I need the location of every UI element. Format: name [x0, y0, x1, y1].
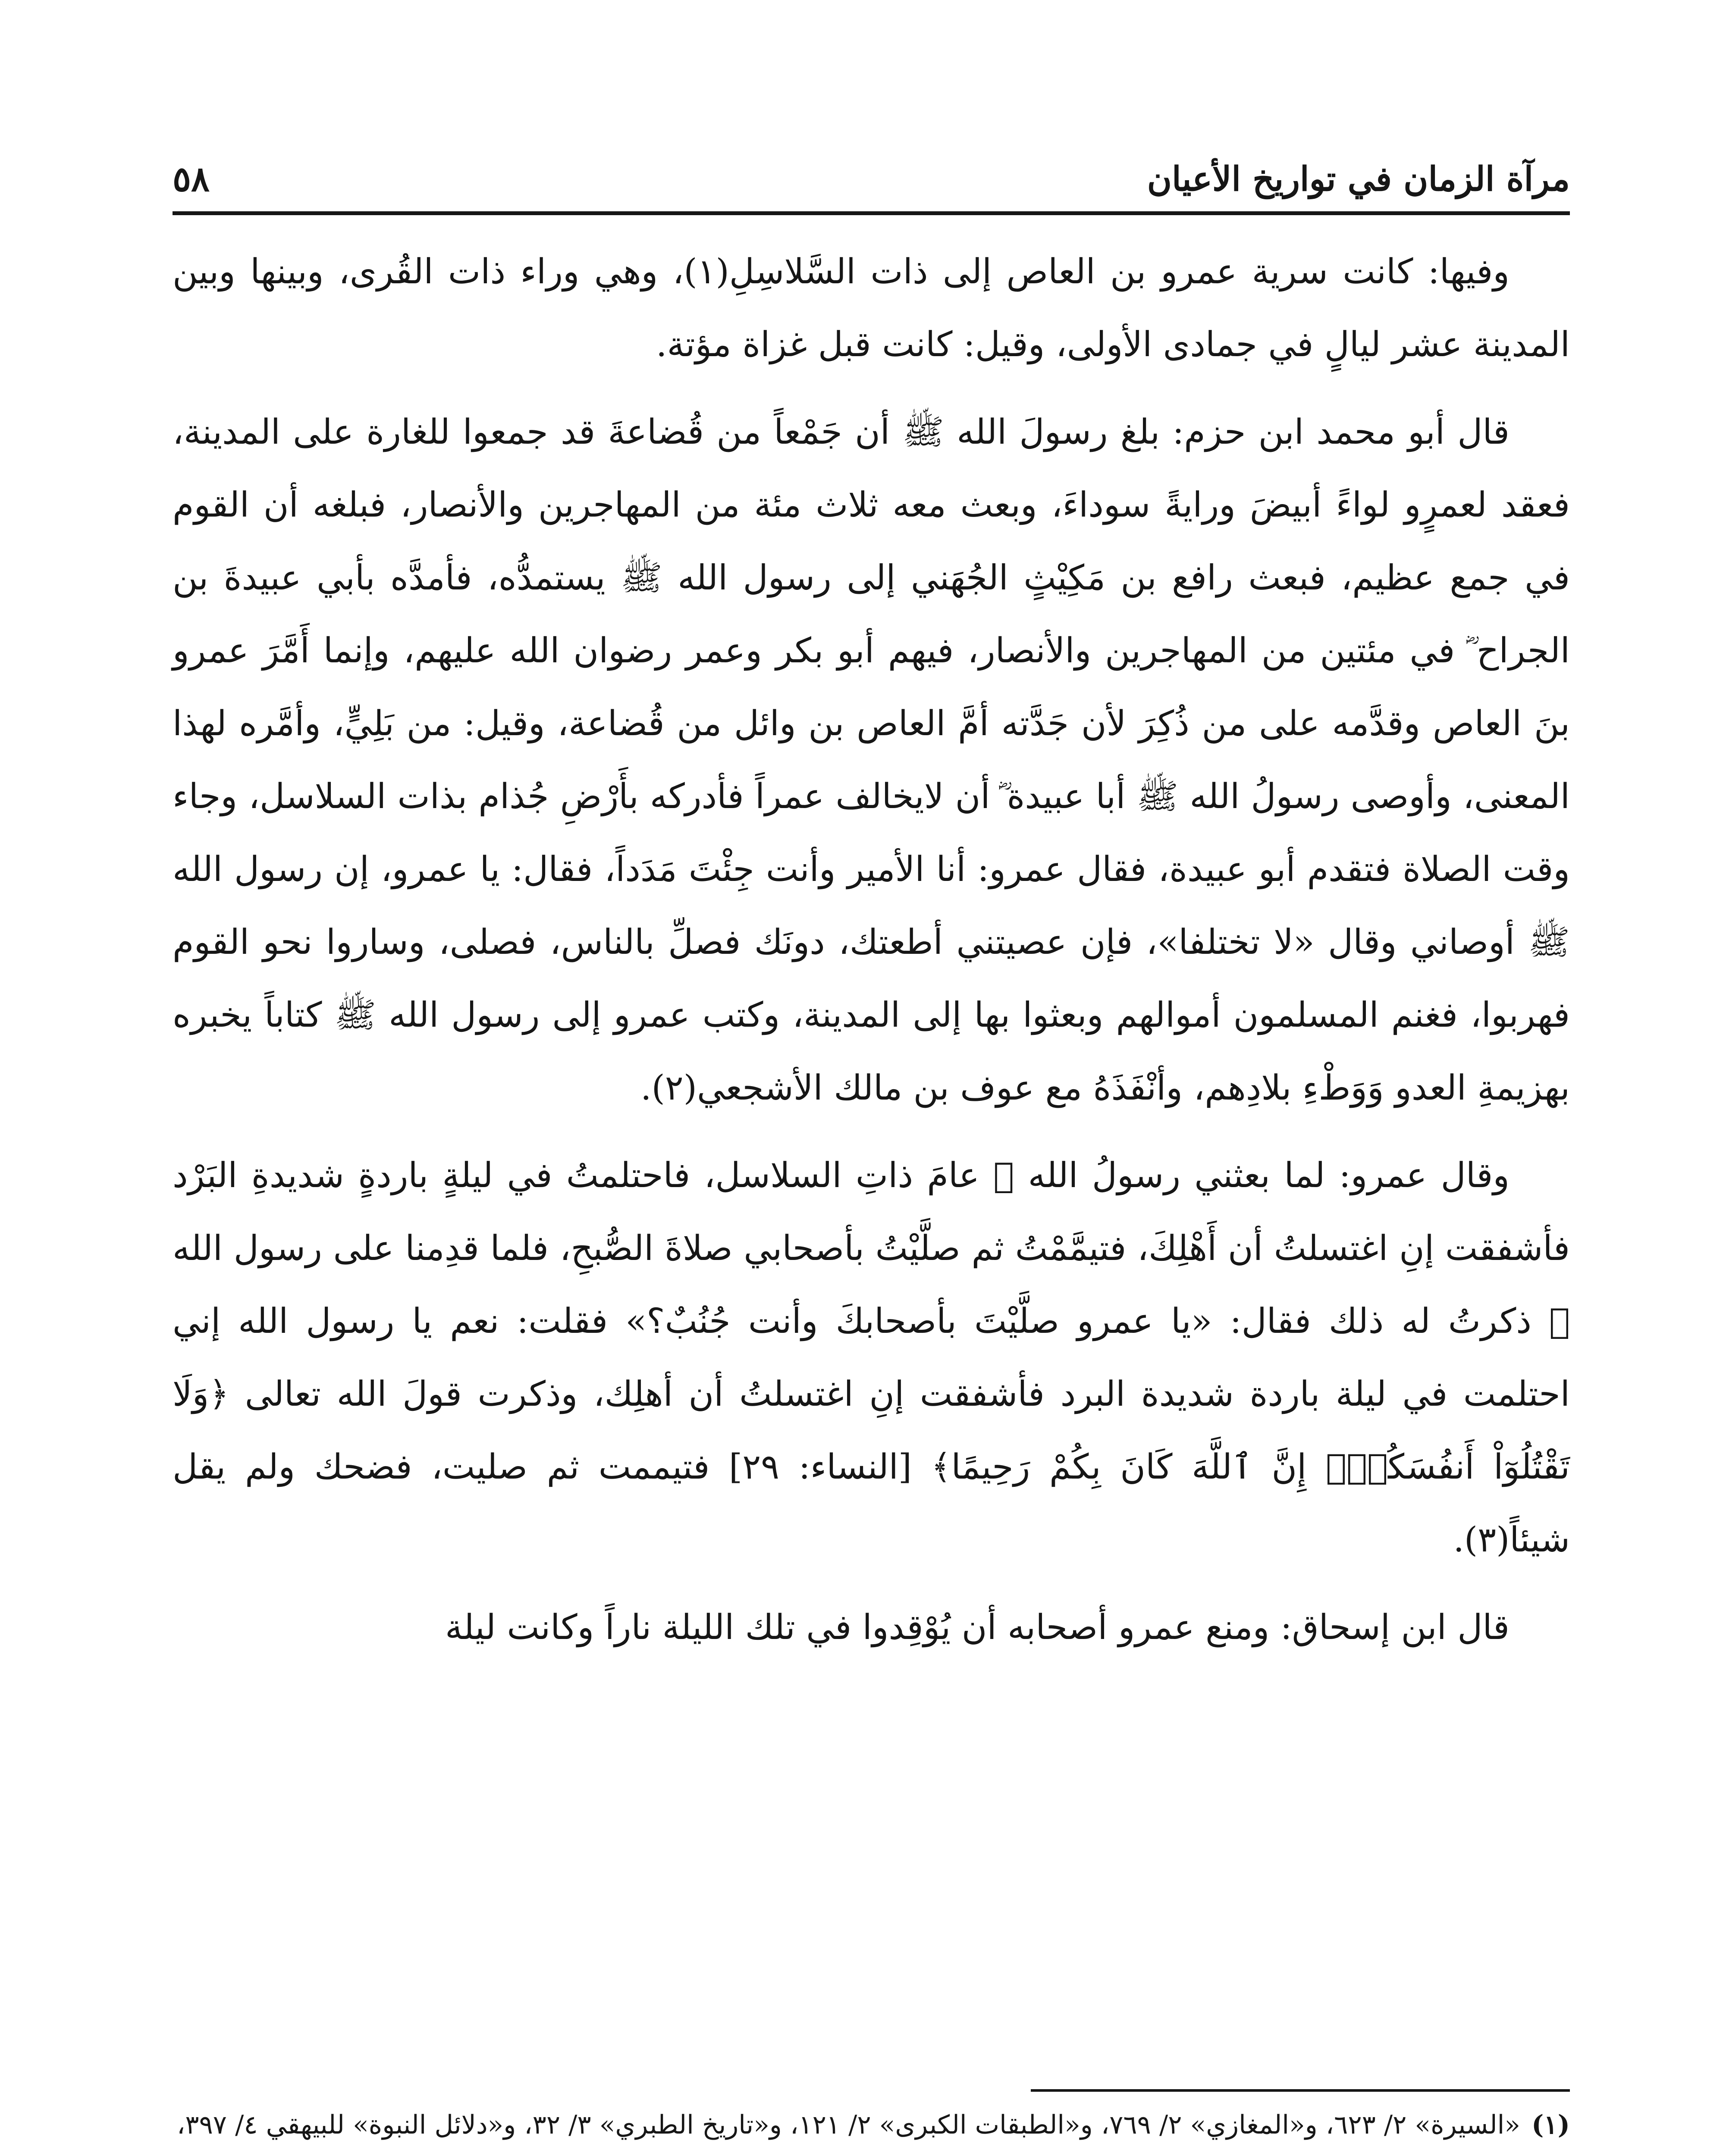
main-text: [173, 235, 1570, 1678]
paragraph: قال ابن إسحاق: ومنع عمرو أصحابه أن يُوْقِدوا في تلك الليلة ناراً وكانت ليلة: [445, 1607, 1510, 1647]
paragraph: وقال عمرو: لما بعثني رسولُ الله ﷺ عامَ ذاتِ السلاسل، فاحتلمتُ في ليلةٍ باردةٍ شديدةِ البَرْد فأشفقت إنِ اغتسلتُ أن أَهْلِكَ، فتيمَّمْتُ ثم صلَّيْتُ بأصحابي صلاةَ الصُّبحِ، فلما قدِمنا على رسول الله ﷺ ذكرتُ له ذلك فقال: «يا عمرو صلَّيْتَ بأصحابكَ وأنت جُنُبٌ؟» فقلت: نعم يا رسول الله إني احتلمت في ليلة باردة شديدة البرد فأشفقت إنِ اغتسلتُ أن أهلِك، وذكرت قولَ الله تعالى ﴿وَلَا تَقْتُلُوٓاْ أَنفُسَكُمْۚ إِنَّ ٱللَّهَ كَانَ بِكُمْ رَحِيمًا﴾ [النساء: ٢٩] فتيممت ثم صليت، فضحك ولم يقل شيئاً(٣).: [173, 1155, 1570, 1560]
page-header: [173, 147, 1570, 215]
footnote: [173, 2100, 1570, 2156]
footnote-mark: (١): [1531, 2110, 1570, 2140]
paragraph: وفيها: كانت سرية عمرو بن العاص إلى ذات السَّلاسِلِ(١)، وهي وراء ذات القُرى، وبينها وبين المدينة عشر ليالٍ في جمادى الأولى، وقيل: كانت قبل غزاة مؤتة.: [173, 251, 1570, 364]
running-title: مرآة الزمان في تواريخ الأعيان: [1147, 159, 1570, 199]
footnote-text: «السيرة» ٢/ ٦٢٣، و«المغازي» ٢/ ٧٦٩، و«الطبقات الكبرى» ٢/ ١٢١، و«تاريخ الطبري» ٣/ ٣٢، و«دلائل النبوة» للبيهقي ٤/ ٣٩٧،: [176, 2110, 1520, 2140]
footnotes: [173, 2100, 1570, 2156]
paragraph: قال أبو محمد ابن حزم: بلغ رسولَ الله ﷺ أن جَمْعاً من قُضاعةَ قد جمعوا للغارة على المدينة، فعقد لعمرٍو لواءً أبيضَ ورايةً سوداءَ، وبعث معه ثلاث مئة من المهاجرين والأنصار، فبلغه أن القوم في جمع عظيم، فبعث رافع بن مَكِيْثٍ الجُهَني إلى رسول الله ﷺ يستمدُّه، فأمدَّه بأبي عبيدةَ بن الجراح ؓ في مئتين من المهاجرين والأنصار، فيهم أبو بكر وعمر رضوان الله عليهم، وإنما أَمَّرَ عمرو بنَ العاص وقدَّمه على من ذُكِرَ لأن جَدَّته أمَّ العاص بن وائل من قُضاعة، وقيل: من بَلِيٍّ، وأمَّره لهذا المعنى، وأوصى رسولُ الله ﷺ أبا عبيدة ؓ أن لايخالف عمراً فأدركه بأَرْضِ جُذام بذات السلاسل، وجاء وقت الصلاة فتقدم أبو عبيدة، فقال عمرو: أنا الأمير وأنت جِئْتَ مَدَداً، فقال: يا عمرو، إن رسول الله ﷺ أوصاني وقال «لا تختلفا»، فإن عصيتني أطعتك، دونَك فصلِّ بالناس، فصلى، وساروا نحو القوم فهربوا، فغنم المسلمون أموالهم وبعثوا بها إلى المدينة، وكتب عمرو إلى رسول الله ﷺ كتاباً يخبره بهزيمةِ العدو وَوَطْءِ بلادِهم، وأنْفَذَهُ مع عوف بن مالك الأشجعي(٢).: [173, 412, 1570, 1108]
page-number: ٥٨: [173, 159, 210, 199]
footnote-separator: [1031, 2089, 1570, 2092]
